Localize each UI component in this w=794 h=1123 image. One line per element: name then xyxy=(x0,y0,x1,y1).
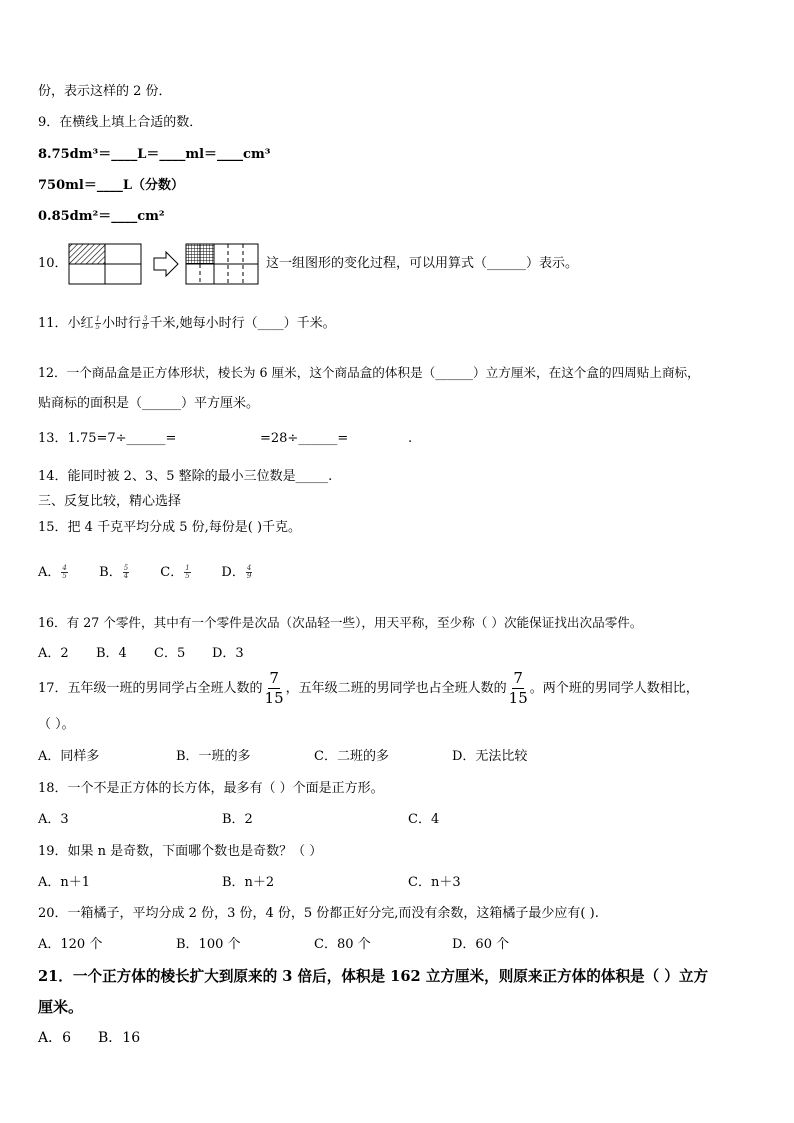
question-18-options xyxy=(38,811,439,829)
option-b[interactable]: B．2 xyxy=(222,812,253,827)
question-20: 20．一箱橘子，平均分成 2 份，3 份，4 份，5 份都正好分完,而没有余数，这箱橘子最少应有( ). xyxy=(38,906,599,921)
fraction-numerator: 3 xyxy=(143,315,148,323)
option-label: B． xyxy=(99,565,122,580)
option-c[interactable]: C．4 xyxy=(408,812,440,827)
question-10-number: 10． xyxy=(38,256,68,271)
option-a[interactable]: A．同样多 xyxy=(38,749,100,764)
option-b[interactable]: B．一班的多 xyxy=(176,749,251,764)
option-c[interactable]: C．80 个 xyxy=(314,937,371,952)
option-c[interactable]: C．n＋3 xyxy=(408,875,461,890)
question-16-options xyxy=(38,645,244,663)
question-17-blank: （ ）。 xyxy=(38,717,75,732)
question-12-line-b: 贴商标的面积是（______）平方厘米。 xyxy=(38,396,260,411)
fraction-numerator: 4 xyxy=(62,564,67,572)
question-17-part-a: 17．五年级一班的男同学占全班人数的 xyxy=(38,681,263,696)
section-heading: 三、反复比较，精心选择 xyxy=(38,494,182,509)
option-d[interactable]: D．60 个 xyxy=(452,937,510,952)
question-17 xyxy=(38,670,699,708)
option-fraction xyxy=(61,565,67,580)
question-17-part-c: 。两个班的男同学人数相比， xyxy=(529,681,699,696)
question-9-title: 9．在横线上填上合适的数． xyxy=(38,115,203,130)
option-a[interactable]: A．120 个 xyxy=(38,937,103,952)
question-19-options xyxy=(38,874,461,892)
fraction-numerator: 7 xyxy=(269,669,279,687)
question-21-line-b: 厘米。 xyxy=(38,998,84,1016)
result-rectangle xyxy=(186,244,258,284)
question-21-line-a: 21．一个正方体的棱长扩大到原来的 3 倍后，体积是 162 立方厘米，则原来正方体的体积是（ ）立方 xyxy=(38,968,709,985)
option-fraction xyxy=(246,565,252,580)
option-c[interactable]: C．二班的多 xyxy=(314,749,389,764)
fraction-denominator: 4 xyxy=(123,572,129,580)
option-d[interactable]: D．3 xyxy=(212,646,244,661)
fraction-seven-fifteenths xyxy=(508,671,529,706)
question-18: 18．一个不是正方体的长方体，最多有（ ）个面是正方形。 xyxy=(38,781,384,796)
question-9-line-b: 750ml＝____L（分数） xyxy=(38,178,184,193)
question-15: 15．把 4 千克平均分成 5 份,每份是( )千克。 xyxy=(38,520,302,535)
fraction-denominator: 15 xyxy=(508,689,528,707)
question-11 xyxy=(38,315,336,333)
fraction-denominator: 5 xyxy=(62,572,67,580)
question-19: 19．如果 n 是奇数，下面哪个数也是奇数？（ ） xyxy=(38,844,323,859)
option-a[interactable]: A．3 xyxy=(38,812,69,827)
option-b[interactable]: B．16 xyxy=(98,1030,141,1046)
question-13-part-b: =28÷______= xyxy=(260,431,349,446)
option-b[interactable]: B．4 xyxy=(96,646,127,661)
fraction-seven-fifteenths xyxy=(264,671,285,706)
option-label: A． xyxy=(38,565,61,580)
fraction-denominator: 5 xyxy=(185,572,190,580)
question-13-part-a: 13．1.75=7÷______= xyxy=(38,431,177,446)
question-16: 16．有 27 个零件，其中有一个零件是次品（次品轻一些），用天平称，至少称（ ）次能保证找出次品零件。 xyxy=(38,615,643,630)
option-label: D． xyxy=(221,565,245,580)
question-17-part-b: ，五年级二班的男同学也占全班人数的 xyxy=(285,681,507,696)
option-c[interactable]: C．5 xyxy=(154,646,186,661)
question-20-options xyxy=(38,936,509,954)
fraction-three-eighths xyxy=(142,316,148,331)
fraction-denominator: 9 xyxy=(246,572,252,580)
fraction-numerator: 1 xyxy=(185,564,190,572)
fraction-one-fifth xyxy=(95,316,101,331)
arrow-right-icon xyxy=(154,252,178,276)
question-21-options xyxy=(38,1029,140,1047)
question-13-part-c: . xyxy=(408,431,413,446)
question-10-figure xyxy=(68,242,260,286)
question-11-part-c: 千米,她每小时行（____）千米。 xyxy=(149,316,336,331)
option-a[interactable] xyxy=(38,564,95,582)
option-d[interactable] xyxy=(221,564,253,582)
option-fraction xyxy=(123,565,129,580)
question-12-line-a: 12．一个商品盒是正方体形状，棱长为 6 厘米，这个商品盒的体积是（______）立方厘米，在这个盒的四周贴上商标， xyxy=(38,365,700,380)
question-15-options xyxy=(38,564,253,582)
option-fraction xyxy=(184,565,190,580)
fraction-denominator: 15 xyxy=(264,689,284,707)
question-11-part-a: 11．小红 xyxy=(38,316,94,331)
original-rectangle xyxy=(69,244,141,284)
option-label: C． xyxy=(160,565,184,580)
option-d[interactable]: D．无法比较 xyxy=(452,749,528,764)
question-17-options xyxy=(38,748,527,766)
question-10-text: 这一组图形的变化过程，可以用算式（______）表示。 xyxy=(266,256,579,271)
question-11-part-b: 小时行 xyxy=(102,316,142,331)
fraction-numerator: 1 xyxy=(95,315,101,323)
fraction-numerator: 4 xyxy=(246,564,252,572)
fraction-denominator: 5 xyxy=(95,323,101,331)
text-line: 份，表示这样的 2 份． xyxy=(38,84,172,99)
question-9-line-a: 8.75dm³＝____L＝____ml＝____cm³ xyxy=(38,147,271,162)
option-b[interactable]: B．100 个 xyxy=(176,937,241,952)
option-a[interactable]: A．2 xyxy=(38,646,69,661)
option-a[interactable]: A．6 xyxy=(38,1030,72,1046)
fraction-numerator: 7 xyxy=(513,669,523,687)
option-b[interactable] xyxy=(99,564,156,582)
option-a[interactable]: A．n＋1 xyxy=(38,875,91,890)
question-9-line-c: 0.85dm²＝____cm² xyxy=(38,209,165,224)
option-c[interactable] xyxy=(160,564,217,582)
option-b[interactable]: B．n＋2 xyxy=(222,875,275,890)
fraction-denominator: 8 xyxy=(143,323,148,331)
question-14: 14．能同时被 2、3、5 整除的最小三位数是_____. xyxy=(38,469,333,484)
fraction-numerator: 5 xyxy=(123,564,129,572)
